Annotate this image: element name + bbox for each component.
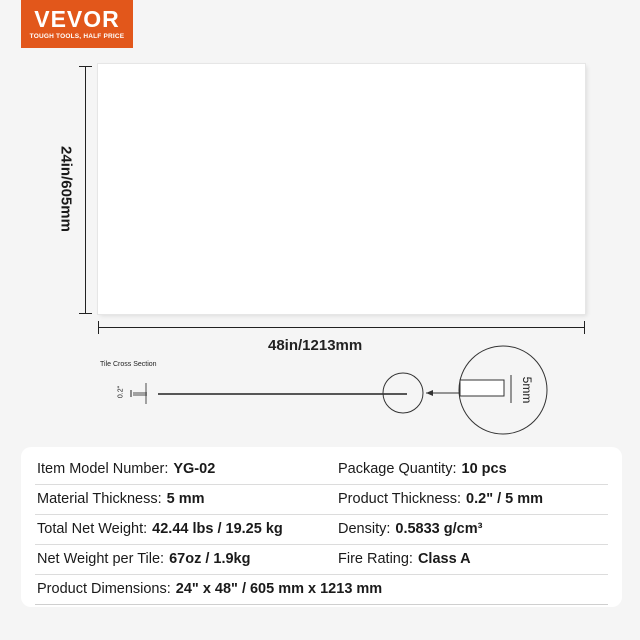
spec-total-net-weight: Total Net Weight: 42.44 lbs / 19.25 kg (37, 521, 283, 537)
spec-density: Density: 0.5833 g/cm³ (338, 521, 483, 537)
spec-table (21, 447, 622, 607)
spec-product-thickness: Product Thickness: 0.2" / 5 mm (338, 491, 544, 507)
thickness-label: 0.2" (117, 385, 125, 399)
spec-row (35, 574, 608, 605)
spec-item-model: Item Model Number: YG-02 (37, 461, 216, 477)
spec-row (35, 544, 608, 575)
logo-text: VEVOR (34, 6, 120, 32)
spec-net-weight-per-tile: Net Weight per Tile: 67oz / 1.9kg (37, 551, 251, 567)
spec-row (35, 454, 608, 485)
spec-package-quantity: Package Quantity: 10 pcs (338, 461, 507, 477)
spec-fire-rating: Fire Rating: Class A (338, 551, 471, 567)
height-label: 24in/605mm (57, 146, 75, 232)
logo-tagline: TOUGH TOOLS, HALF PRICE (29, 33, 125, 40)
width-label: 48in/1213mm (268, 337, 363, 354)
cross-section-title: Tile Cross Section (100, 361, 157, 368)
spec-product-dimensions: Product Dimensions: 24" x 48" / 605 mm x 1213 mm (37, 581, 383, 597)
spec-row (35, 514, 608, 545)
spec-material-thickness: Material Thickness: 5 mm (37, 491, 205, 507)
spec-row (35, 484, 608, 515)
magnified-thickness-label: 5mm (520, 376, 534, 404)
